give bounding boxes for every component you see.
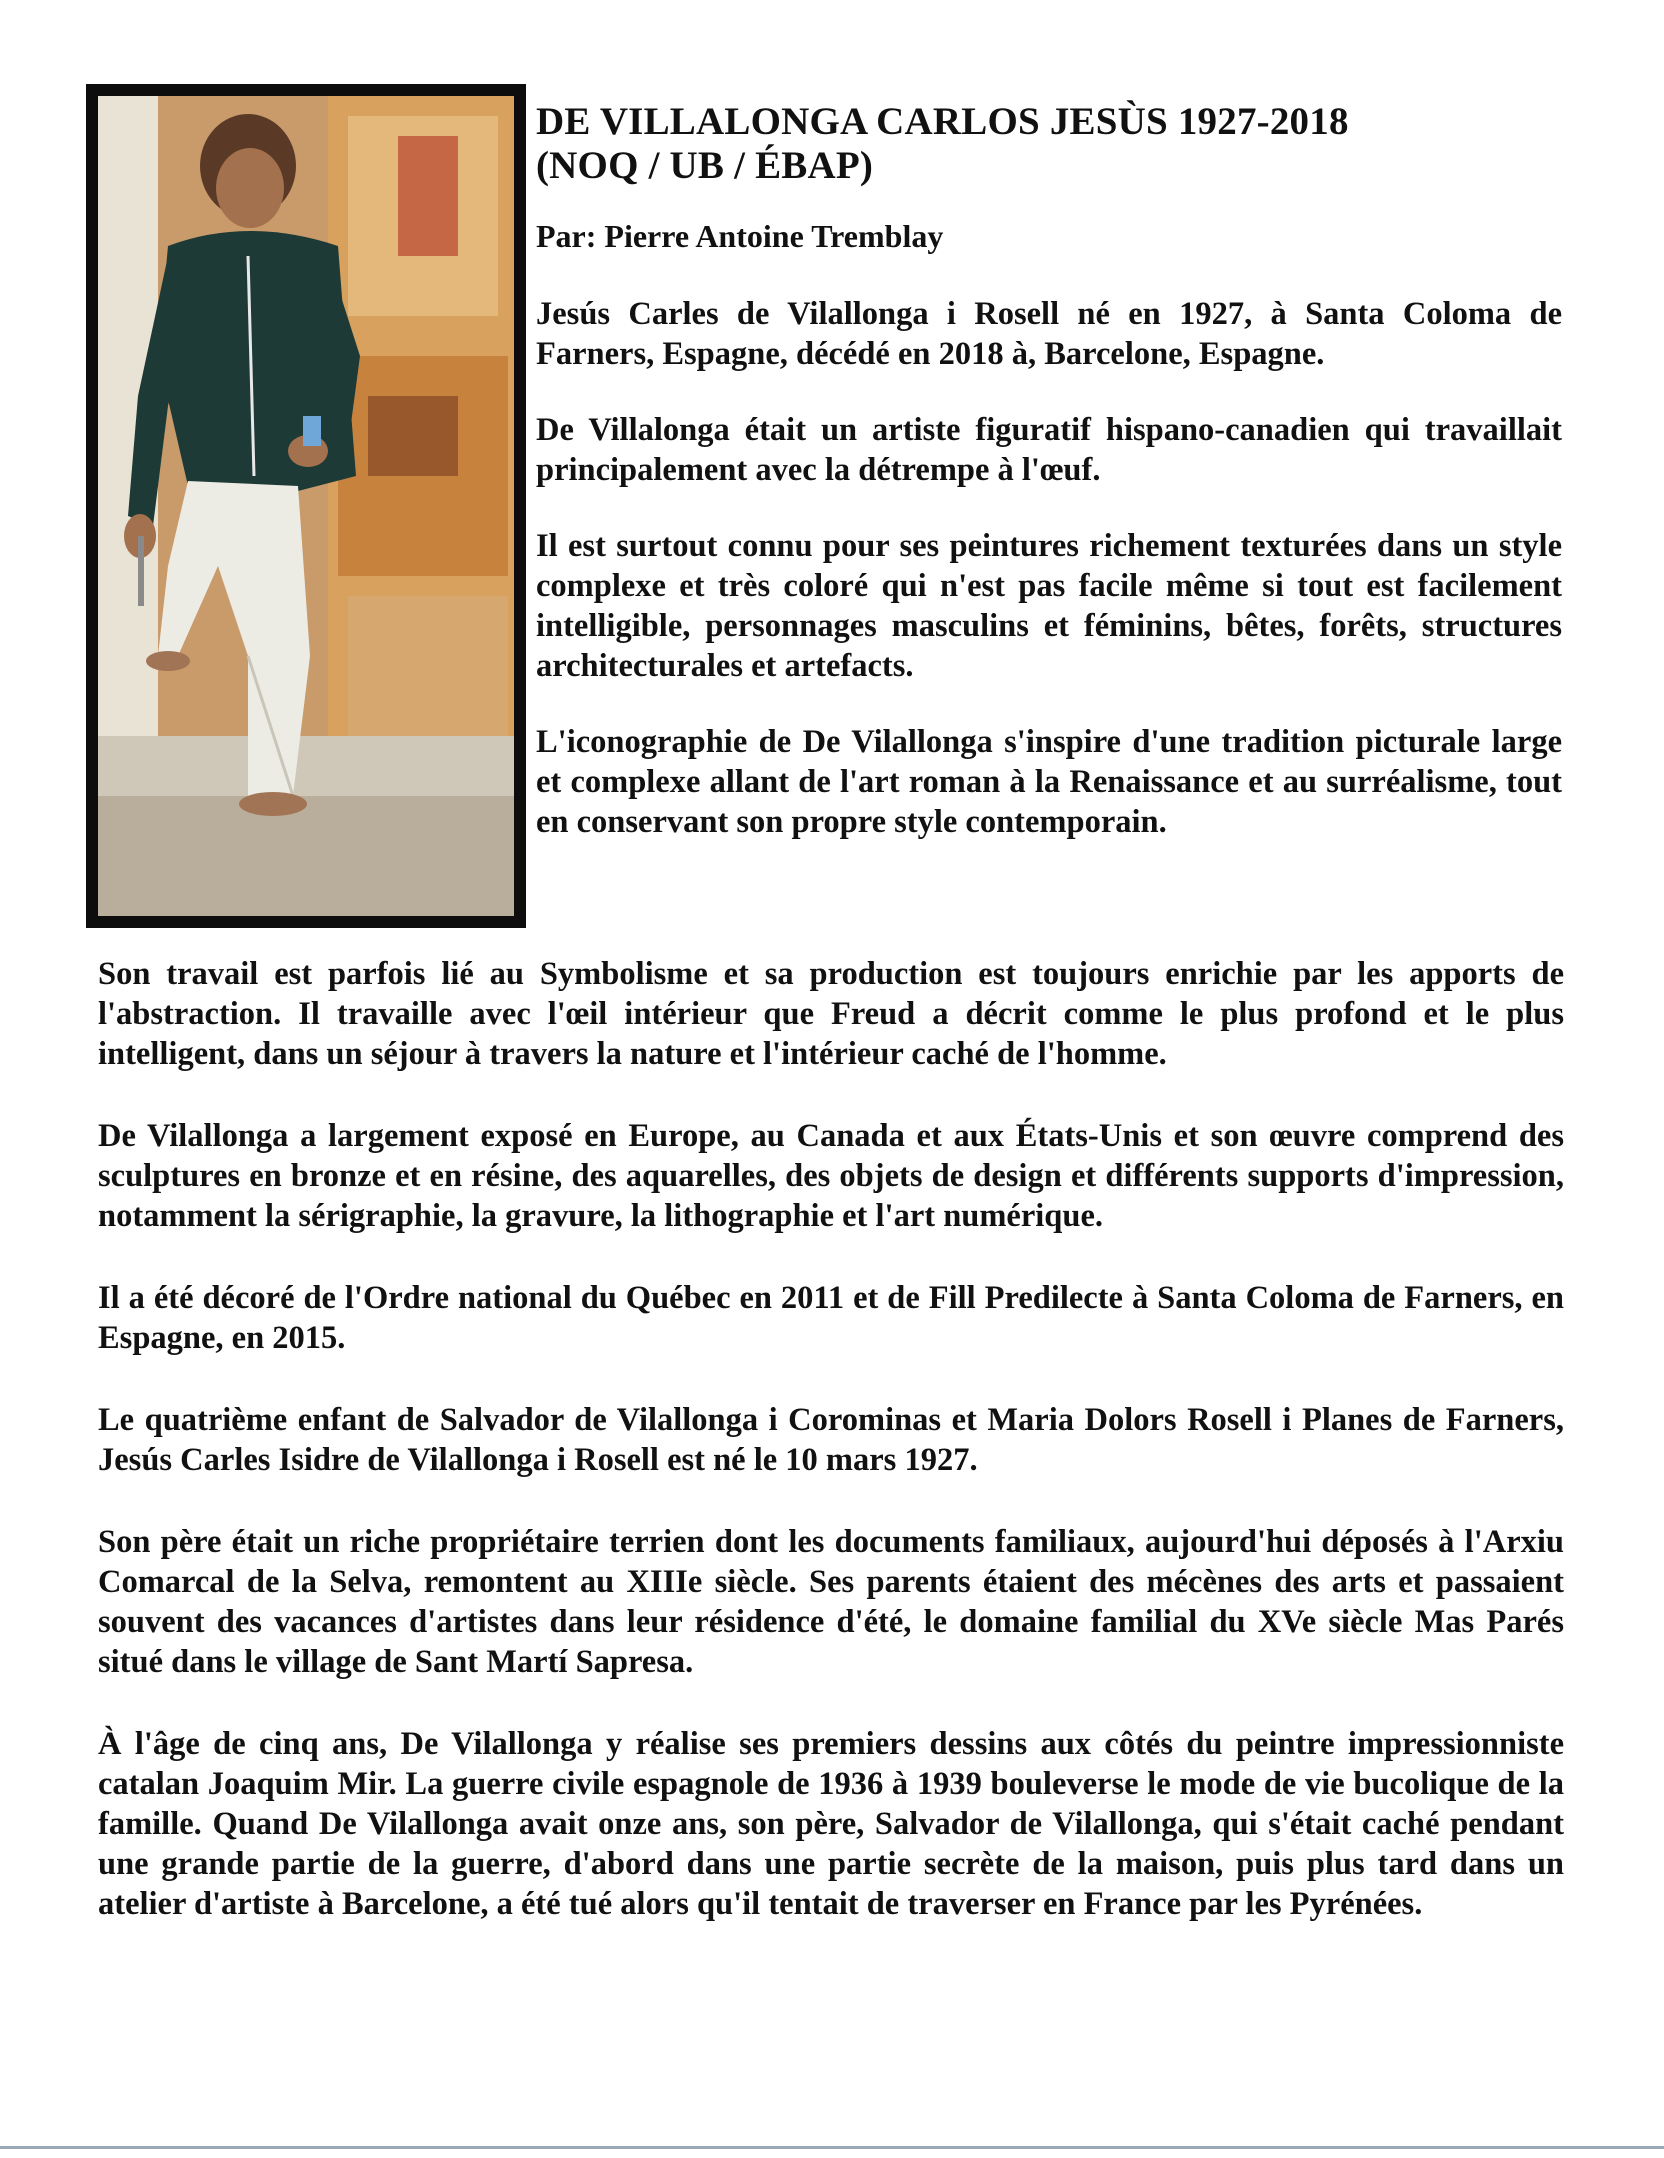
paragraph: De Villalonga était un artiste figuratif hispano-canadien qui travaillait principalement avec la détrempe à l'œuf. [536, 412, 1562, 488]
header-text-column [536, 100, 1562, 878]
paragraph: Jesús Carles de Vilallonga i Rosell né en 1927, à Santa Coloma de Farners, Espagne, décédé en 2018 à, Barcelone, Espagne. [536, 296, 1562, 372]
paragraph: Son père était un riche propriétaire terrien dont les documents familiaux, aujourd'hui déposés à l'Arxiu Comarcal de la Selva, remontent au XIIIe siècle. Ses parents étaient des mécènes des arts et passaient souvent des vacances d'artistes dans leur résidence d'été, le domaine familial du XVe siècle Mas Parés situé dans le village de Sant Martí Sapresa. [98, 1524, 1564, 1680]
paragraph: De Vilallonga a largement exposé en Europe, au Canada et aux États-Unis et son œuvre comprend des sculptures en bronze et en résine, des aquarelles, des objets de design et différents supports d'impression, notamment la sérigraphie, la gravure, la lithographie et l'art numérique. [98, 1118, 1564, 1234]
paragraph: Son travail est parfois lié au Symbolisme et sa production est toujours enrichie par les apports de l'abstraction. Il travaille avec l'œil intérieur que Freud a décrit comme le plus profond et le plus intelligent, dans un séjour à travers la nature et l'intérieur caché de l'homme. [98, 956, 1564, 1072]
paragraph: Il est surtout connu pour ses peintures richement texturées dans un style complexe et très coloré qui n'est pas facile même si tout est facilement intelligible, personnages masculins et féminins, bêtes, forêts, structures architecturales et artefacts. [536, 528, 1562, 684]
artist-portrait-photo [98, 96, 514, 916]
scan-edge-line [0, 2146, 1664, 2149]
paragraph: L'iconographie de De Vilallonga s'inspire d'une tradition picturale large et complexe allant de l'art roman à la Renaissance et au surréalisme, tout en conservant son propre style contemporain. [536, 724, 1562, 840]
author-byline: Par: Pierre Antoine Tremblay [536, 218, 944, 254]
artist-photo-frame [86, 84, 526, 928]
title-line-2: (NOQ / UB / ÉBAP) [536, 144, 874, 187]
paragraph: Il a été décoré de l'Ordre national du Québec en 2011 et de Fill Predilecte à Santa Coloma de Farners, en Espagne, en 2015. [98, 1280, 1564, 1356]
body-text-column [98, 954, 1564, 1966]
paragraph: À l'âge de cinq ans, De Vilallonga y réalise ses premiers dessins aux côtés du peintre impressionniste catalan Joaquim Mir. La guerre civile espagnole de 1936 à 1939 bouleverse le mode de vie bucolique de la famille. Quand De Vilallonga avait onze ans, son père, Salvador de Vilallonga, qui s'était caché pendant une grande partie de la guerre, d'abord dans une partie secrète de la maison, puis plus tard dans un atelier d'artiste à Barcelone, a été tué alors qu'il tentait de traverser en France par les Pyrénées. [98, 1726, 1564, 1922]
title-line-1: DE VILLALONGA CARLOS JESÙS 1927-2018 [536, 100, 1349, 143]
paragraph: Le quatrième enfant de Salvador de Vilallonga i Corominas et Maria Dolors Rosell i Planes de Farners, Jesús Carles Isidre de Vilallonga i Rosell est né le 10 mars 1927. [98, 1402, 1564, 1478]
article-title [536, 100, 1562, 188]
